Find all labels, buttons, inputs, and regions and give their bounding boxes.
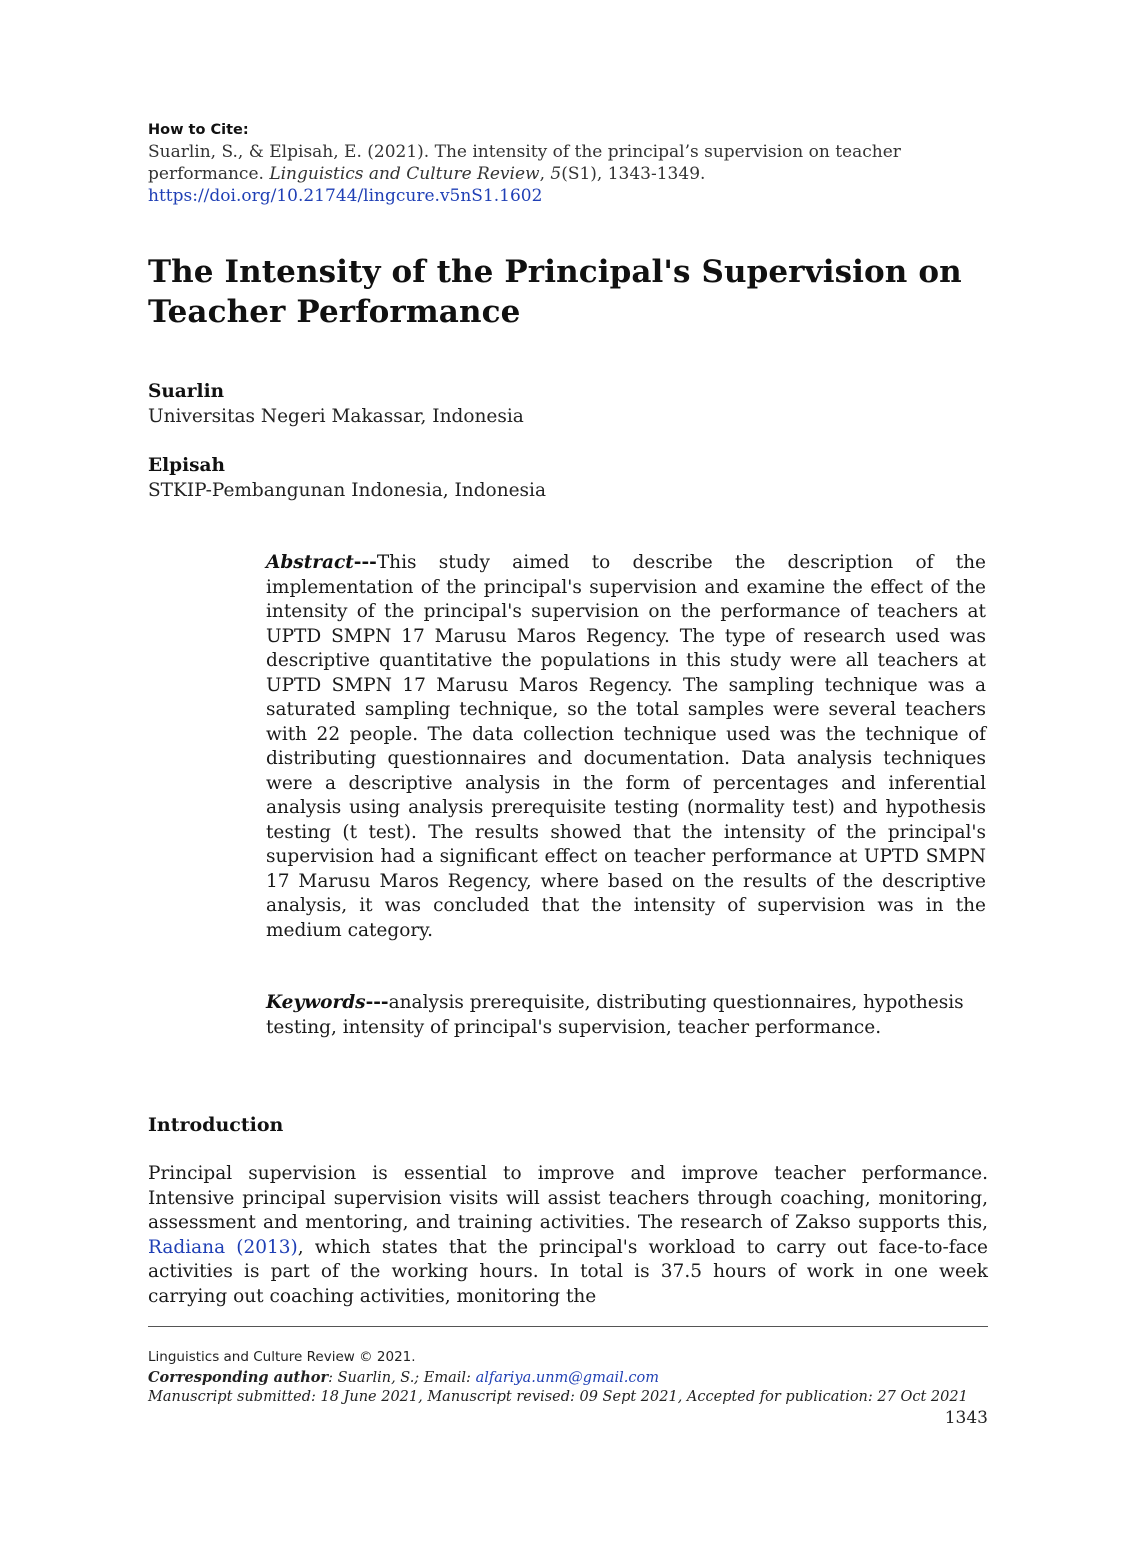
email-link[interactable]: alfariya.unm@gmail.com: [475, 1369, 659, 1386]
footer-corresponding: [148, 1368, 988, 1389]
citation-comma: ,: [539, 164, 551, 184]
abstract-label: Abstract: [266, 552, 354, 573]
citation-issue-pages: (S1), 1343-1349.: [561, 164, 706, 184]
introduction-paragraph: [148, 1162, 988, 1310]
footer-copyright: Linguistics and Culture Review © 2021.: [148, 1349, 416, 1365]
citation-journal: Linguistics and Culture Review: [269, 164, 540, 184]
citation-link[interactable]: Radiana (2013): [148, 1236, 298, 1258]
citation-authors-title: Suarlin, S., & Elpisah, E. (2021). The intensity of the principal’s supervision on teacher performance.: [148, 142, 901, 184]
footer-divider: [148, 1326, 988, 1327]
how-to-cite-label: How to Cite: [148, 122, 243, 138]
how-to-cite: [148, 118, 988, 207]
abstract: [266, 551, 986, 943]
keywords: [266, 991, 986, 1040]
keywords-label: Keywords: [266, 992, 366, 1013]
doi-link[interactable]: https://doi.org/10.21744/lingcure.v5nS1.1602: [148, 186, 543, 206]
how-to-cite-colon: :: [242, 122, 249, 138]
corresponding-label: Corresponding author: [148, 1368, 329, 1386]
author-name: Suarlin: [148, 381, 225, 402]
page-number: 1343: [944, 1408, 988, 1428]
author-block: [148, 379, 988, 429]
author-block: [148, 453, 988, 503]
citation-volume: 5: [550, 164, 562, 184]
abstract-separator: ---: [353, 552, 377, 573]
keywords-separator: ---: [365, 992, 389, 1013]
author-affiliation: Universitas Negeri Makassar, Indonesia: [148, 406, 524, 427]
introduction-text-continued: , which states that the principal's workload to carry out face-to-face activities is part of the working hours. In total is 37.5 hours of work in one week carrying out coaching activities, monitoring the: [148, 1236, 988, 1307]
abstract-text: This study aimed to describe the description of the implementation of the principal's supervision and examine the effect of the intensity of the principal's supervision on the performance of teachers at UPTD SMPN 17 Marusu Maros Regency. The type of research used was descriptive quantitative the populations in this study were all teachers at UPTD SMPN 17 Marusu Maros Regency. The sampling technique was a saturated sampling technique, so the total samples were several teachers with 22 people. The data collection technique used was the technique of distributing questionnaires and documentation. Data analysis techniques were a descriptive analysis in the form of percentages and inferential analysis using analysis prerequisite testing (normality test) and hypothesis testing (t test). The results showed that the intensity of the principal's supervision had a significant effect on teacher performance at UPTD SMPN 17 Marusu Maros Regency, where based on the results of the descriptive analysis, it was concluded that the intensity of supervision was in the medium category.: [266, 552, 986, 941]
paper-page: [148, 0, 988, 1548]
author-name: Elpisah: [148, 455, 225, 476]
keywords-text: analysis prerequisite, distributing questionnaires, hypothesis testing, intensity of principal's supervision, teacher performance.: [266, 992, 964, 1038]
section-heading-introduction: Introduction: [148, 1114, 284, 1136]
corresponding-text: : Suarlin, S.; Email:: [328, 1369, 476, 1386]
paper-title: The Intensity of the Principal's Supervision on Teacher Performance: [148, 254, 962, 330]
author-affiliation: STKIP-Pembangunan Indonesia, Indonesia: [148, 480, 546, 501]
introduction-text: Principal supervision is essential to improve and improve teacher performance. Intensive principal supervision visits will assist teachers through coaching, monitoring, assessment and mentoring, and training activities. The research of Zakso supports this,: [148, 1163, 988, 1234]
citation-reference: [148, 141, 988, 185]
footer-manuscript-dates: Manuscript submitted: 18 June 2021, Manuscript revised: 09 Sept 2021, Accepted for publication: 27 Oct 2021: [148, 1389, 968, 1405]
page-footer: [148, 1348, 988, 1408]
